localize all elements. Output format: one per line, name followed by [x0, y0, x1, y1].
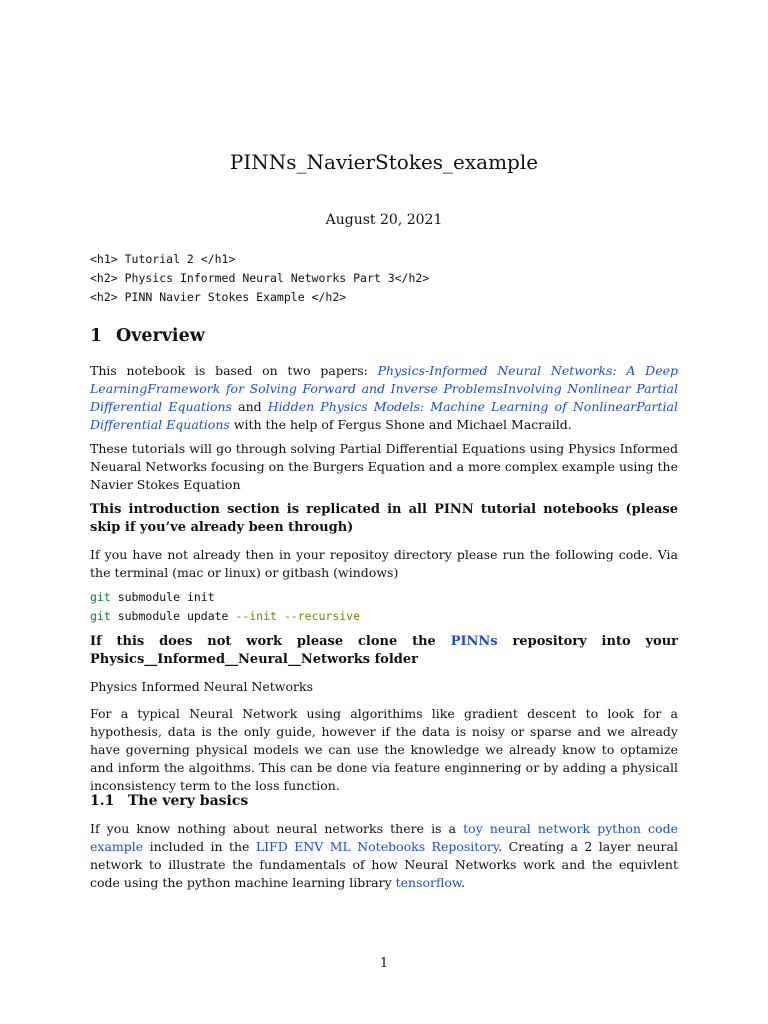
git-keyword: git — [90, 590, 111, 604]
overview-paragraph-papers — [90, 362, 678, 434]
text: . — [461, 875, 466, 890]
tensorflow-link[interactable]: tensorflow — [395, 875, 462, 890]
text: repository into your Physics__Informed__Neural__Networks folder — [90, 634, 679, 667]
pinns-repo-link[interactable]: PINNs — [450, 634, 498, 649]
text: This notebook is based on two papers: — [90, 363, 378, 378]
toy-nn-example-link[interactable]: toy neural network python code example — [90, 821, 678, 854]
pinn-label: Physics Informed Neural Networks — [90, 679, 313, 694]
html-line-2: <h2> Physics Informed Neural Networks Part 3</h2> — [90, 271, 430, 285]
html-line-1: <h1> Tutorial 2 </h1> — [90, 252, 236, 266]
document-date: August 20, 2021 — [325, 212, 443, 228]
paper2-link[interactable]: Hidden Physics Models: Machine Learning of NonlinearPartial Differential Equations — [90, 399, 678, 432]
git-command-block — [90, 588, 360, 626]
text: with the help of Fergus Shone and Michael Macraild. — [229, 417, 572, 432]
paper1-link[interactable]: Physics-Informed Neural Networks: A Deep LearningFramework for Solving Forward and Inverse ProblemsInvolving Nonlinear Partial Differential Equations — [90, 363, 678, 414]
lifd-repo-link[interactable]: LIFD ENV ML Notebooks Repository — [255, 839, 499, 854]
subsection-basics-heading — [90, 793, 248, 809]
subsection-number: 1.1 — [90, 793, 115, 809]
intro-replicated-note: This introduction section is replicated in all PINN tutorial notebooks (please skip if you’ve already been through) — [90, 502, 678, 535]
section-number: 1 — [90, 326, 103, 346]
git-keyword: git — [90, 609, 111, 623]
clone-instructions — [90, 633, 678, 669]
document-title: PINNs_NavierStokes_example — [229, 150, 539, 174]
basics-paragraph — [90, 820, 678, 892]
html-heading-code — [90, 250, 429, 307]
run-code-instructions: If you have not already then in your repositoy directory please run the following code. Via the terminal (mac or linux) or gitbash (windows) — [90, 547, 678, 580]
overview-paragraph-physics: For a typical Neural Network using algorithims like gradient descent to look for a hypothesis, data is the only guide, however if the data is noisy or sparse and we already have governing physical models we can use the knowledge we already know to optamize and inform the algoithms. This can be done via feature enginnering or by adding a physicall inconsistency term to the loss function. — [90, 706, 678, 793]
text: and — [231, 399, 268, 414]
html-line-3: <h2> PINN Navier Stokes Example </h2> — [90, 290, 347, 304]
code-text: submodule init — [110, 590, 215, 604]
text: If you know nothing about neural networks there is a — [90, 821, 464, 836]
subsection-title: The very basics — [128, 793, 249, 809]
code-text: submodule update — [110, 609, 236, 623]
text: If this does not work please clone the — [90, 634, 451, 649]
text: . Creating a 2 layer neural network to illustrate the fundamentals of how Neural Networks work and the equivlent code using the python machine learning library — [90, 839, 678, 890]
text: included in the — [143, 839, 256, 854]
overview-paragraph-tutorials: These tutorials will go through solving Partial Differential Equations using Physics Informed Neuaral Networks focusing on the Burgers Equation and a more complex example using the Navier Stokes Equation — [90, 441, 678, 492]
git-options: --init --recursive — [235, 609, 361, 623]
page-number: 1 — [379, 956, 389, 971]
section-overview-heading — [90, 326, 205, 346]
section-title: Overview — [116, 326, 205, 346]
